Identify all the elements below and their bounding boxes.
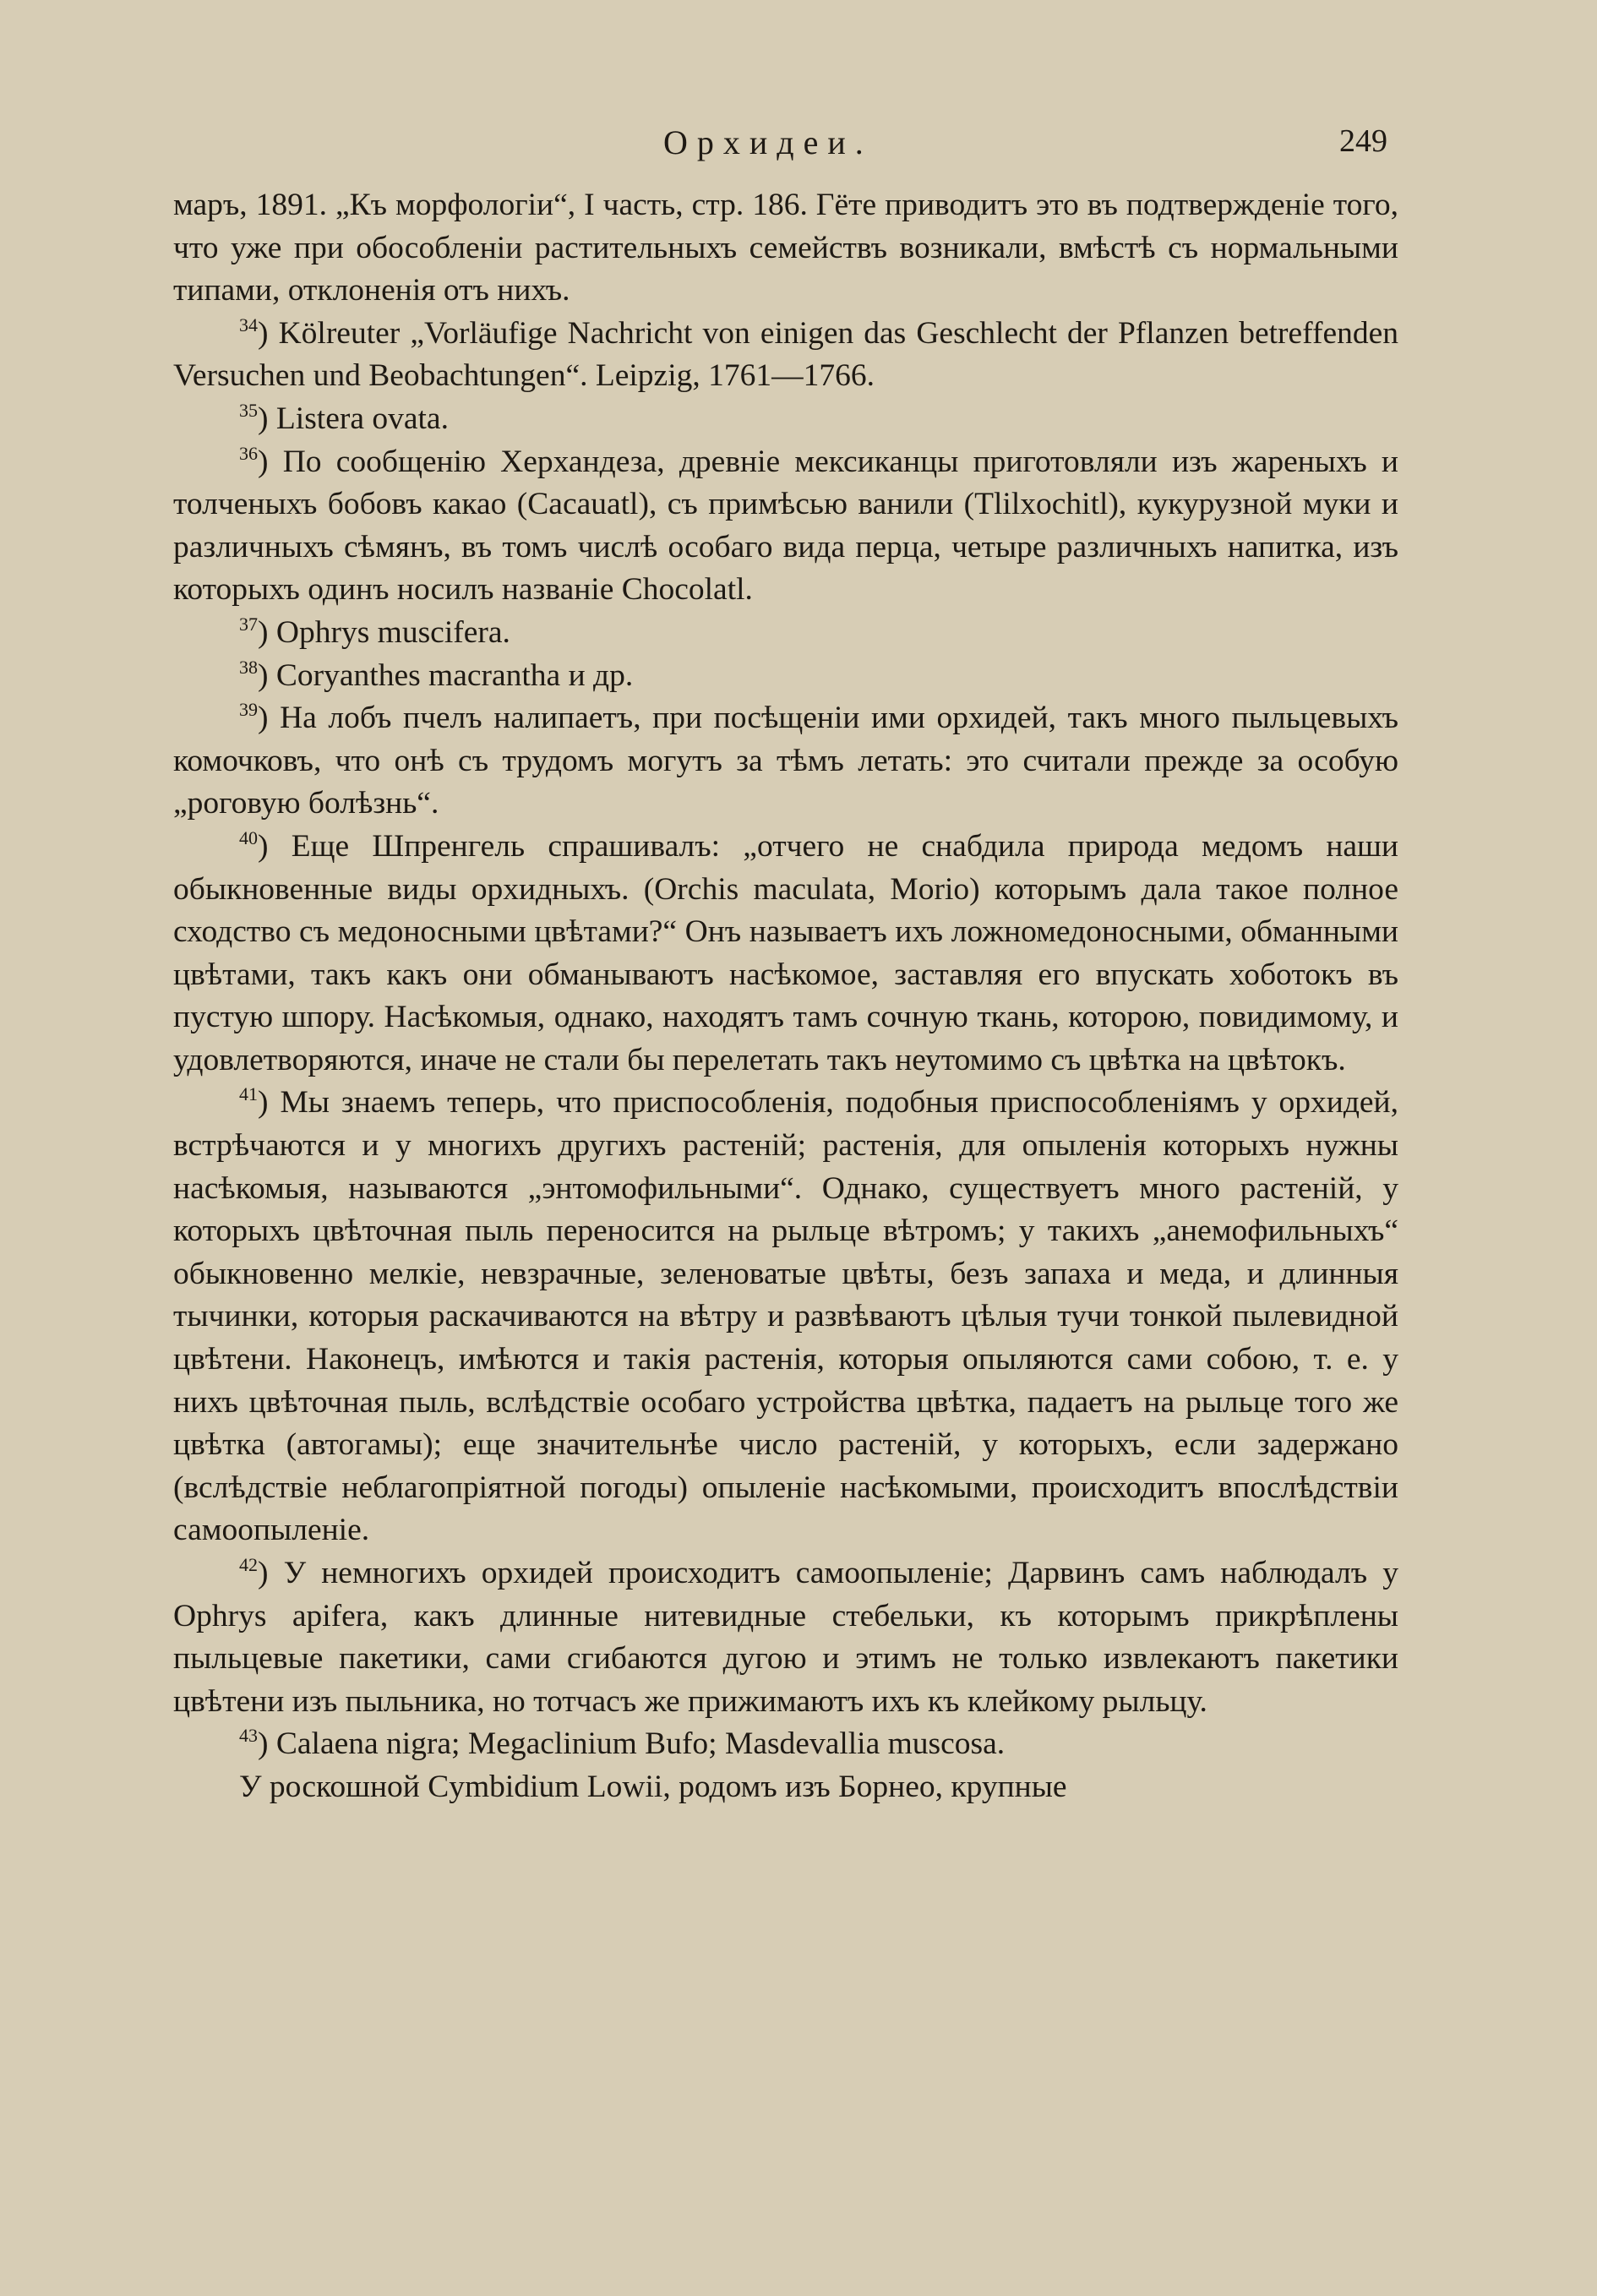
note-text: Ophrys muscifera.: [275, 614, 510, 650]
note-text: Coryanthes macrantha и др.: [275, 657, 634, 693]
footnote-39: $^{39}$) На лобъ пчелъ налипаетъ, при посѣщеніи ими орхидей, такъ много пыльцевыхъ комочковъ, что онѣ съ трудомъ могутъ за тѣмъ летать: это считали прежде за особую „роговую болѣзнь“.: [173, 699, 1398, 821]
footnote-37: $^{37}$) Ophrys muscifera.: [239, 613, 510, 650]
footnote-36: $^{36}$) По сообщенію Херхандеза, древніе мексиканцы приготовляли изъ жареныхъ и толченыхъ бобовъ какао (Cacauatl), съ примѣсью ванили (Tlilxochitl), кукурузной муки и различныхъ сѣмянъ, въ томъ числѣ особаго вида перца, четыре различныхъ напитка, изъ которыхъ одинъ носилъ названіе Chocolatl.: [173, 442, 1398, 608]
footnotes-body: [173, 184, 1398, 1809]
footnote-42: $^{42}$) У немногихъ орхидей происходитъ самоопыленіе; Дарвинъ самъ наблюдалъ у Ophrys apifera, какъ длинные нитевидные стебельки, къ которымъ прикрѣплены пыльцевые пакетики, сами сгибаются дугою и этимъ не только извлекаютъ пакетики цвѣтени изъ пыльника, но тотчасъ же прижимаютъ ихъ къ клейкому рыльцу.: [173, 1554, 1398, 1719]
footnote-34: $^{34}$) Kölreuter „Vorläufige Nachricht von einigen das Geschlecht der Pflanzen betreffenden Versuchen und Beobachtungen“. Leipzig, 1761—1766.: [173, 314, 1398, 394]
note-text: маръ, 1891. „Къ морфологіи“, I часть, стр. 186. Гёте приводитъ это въ подтвержденіе того, что уже при обособленіи растительныхъ семействъ возникали, вмѣстѣ съ нормальными типами, отклоненія отъ нихъ.: [173, 188, 1398, 308]
note-paragraph: [173, 1766, 1398, 1809]
footnote-40: $^{40}$) Еще Шпренгель спрашивалъ: „отчего не снабдила природа медомъ наши обыкновенные виды орхидныхъ. (Orchis maculata, Morio) которымъ дала такое полное сходство съ медоносными цвѣтами?“ Онъ называетъ ихъ ложномедоносными, обманными цвѣтами, такъ какъ они обманываютъ насѣкомое, заставляя его впускать хоботокъ въ пустую шпору. Насѣкомыя, однако, находятъ тамъ сочную ткань, которою, повидимому, и удовлетворяются, иначе не стали бы перелетать такъ неутомимо съ цвѣтка на цвѣтокъ.: [173, 826, 1398, 1077]
footnote-number: 42: [239, 1554, 258, 1575]
page-number: 249: [1339, 123, 1387, 159]
note-text: На лобъ пчелъ налипаетъ, при посѣщеніи ими орхидей, такъ много пыльцевыхъ комочковъ, что онѣ съ трудомъ могутъ за тѣмъ летать: это считали прежде за особую „роговую болѣзнь“.: [173, 701, 1398, 821]
footnote-number: 36: [239, 442, 258, 464]
note-text: Еще Шпренгель спрашивалъ: „отчего не снабдила природа медомъ наши обыкновенные виды орхидныхъ. (Orchis maculata, Morio) которымъ дала такое полное сходство съ медоносными цвѣтами?“ Онъ называетъ ихъ ложномедоносными, обманными цвѣтами, такъ какъ они обманываютъ насѣкомое, заставляя его впускать хоботокъ въ пустую шпору. Насѣкомыя, однако, находятъ тамъ сочную ткань, которою, повидимому, и удовлетворяются, иначе не стали бы перелетать такъ неутомимо съ цвѣтка на цвѣтокъ.: [173, 828, 1398, 1077]
note-continuation: [173, 184, 1398, 313]
footnote-number: 37: [239, 613, 258, 635]
footnote-number: 39: [239, 699, 258, 721]
note-text: По сообщенію Херхандеза, древніе мексиканцы приготовляли изъ жареныхъ и толченыхъ бобовъ какао (Cacauatl), съ примѣсью ванили (Tlilxochitl), кукурузной муки и различныхъ сѣмянъ, въ томъ числѣ особаго вида перца, четыре различныхъ напитка, изъ которыхъ одинъ носилъ названіе Chocolatl.: [173, 444, 1398, 608]
note-text: У немногихъ орхидей происходитъ самоопыленіе; Дарвинъ самъ наблюдалъ у Ophrys apifera, какъ длинные нитевидные стебельки, къ которымъ прикрѣплены пыльцевые пакетики, сами сгибаются дугою и этимъ не только извлекаютъ пакетики цвѣтени изъ пыльника, но тотчасъ же прижимаютъ ихъ къ клейкому рыльцу.: [173, 1556, 1398, 1719]
page-header: [0, 123, 1597, 173]
footnote-number: 41: [239, 1083, 258, 1105]
footnote-number: 34: [239, 314, 258, 335]
footnote-41: $^{41}$) Мы знаемъ теперь, что приспособленія, подобныя приспособленіямъ у орхидей, встрѣчаются и у многихъ другихъ растеній; растенія, для опыленія которыхъ нужны насѣкомыя, называются „энтомофильными“. Однако, существуетъ много растеній, у которыхъ цвѣточная пыль переносится на рыльце вѣтромъ; у такихъ „анемофильныхъ“ обыкновенно мелкіе, невзрачные, зеленоватые цвѣты, безъ запаха и меда, и длинныя тычинки, которыя раскачиваются на вѣтру и развѣваютъ цѣлыя тучи тонкой пылевидной цвѣтени. Наконецъ, имѣются и такія растенія, которыя опыляются сами собою, т. е. у нихъ цвѣточная пыль, вслѣдствіе особаго устройства цвѣтка, падаетъ на рыльце того же цвѣтка (автогамы); еще значительнѣе число растеній, у которыхъ, если задержано (вслѣдствіе неблагопріятной погоды) опыленіе насѣкомыми, происходитъ впослѣдствіи самоопыленіе.: [173, 1083, 1398, 1548]
note-text: У роскошной Cymbidium Lowii, родомъ изъ Борнео, крупные: [239, 1769, 1067, 1804]
note-text: Listera ovata.: [275, 401, 449, 436]
footnote-number: 35: [239, 399, 258, 421]
footnote-number: 38: [239, 656, 258, 678]
running-title: Орхидеи.: [663, 123, 873, 161]
footnote-number: 40: [239, 826, 258, 848]
footnote-38: $^{38}$) Coryanthes macrantha и др.: [239, 656, 634, 693]
note-text: Kölreuter „Vorläufige Nachricht von einigen das Geschlecht der Pflanzen betreffenden Versuchen und Beobachtungen“. Leipzig, 1761—1766.: [173, 315, 1398, 394]
note-text: Мы знаемъ теперь, что приспособленія, подобныя приспособленіямъ у орхидей, встрѣчаются и у многихъ другихъ растеній; растенія, для опыленія которыхъ нужны насѣкомыя, называются „энтомофильными“. Однако, существуетъ много растеній, у которыхъ цвѣточная пыль переносится на рыльце вѣтромъ; у такихъ „анемофильныхъ“ обыкновенно мелкіе, невзрачные, зеленоватые цвѣты, безъ запаха и меда, и длинныя тычинки, которыя раскачиваются на вѣтру и развѣваютъ цѣлыя тучи тонкой пылевидной цвѣтени. Наконецъ, имѣются и такія растенія, которыя опыляются сами собою, т. е. у нихъ цвѣточная пыль, вслѣдствіе особаго устройства цвѣтка, падаетъ на рыльце того же цвѣтка (автогамы); еще значительнѣе число растеній, у которыхъ, если задержано (вслѣдствіе неблагопріятной погоды) опыленіе насѣкомыми, происходитъ впослѣдствіи самоопыленіе.: [173, 1085, 1398, 1548]
footnote-number: 43: [239, 1725, 258, 1747]
footnote-35: $^{35}$) Listera ovata.: [239, 399, 449, 436]
note-text: Calaena nigra; Megaclinium Bufo; Masdevallia muscosa.: [275, 1726, 1006, 1762]
footnote-43: $^{43}$) Calaena nigra; Megaclinium Bufo; Masdevallia muscosa.: [239, 1725, 1006, 1762]
